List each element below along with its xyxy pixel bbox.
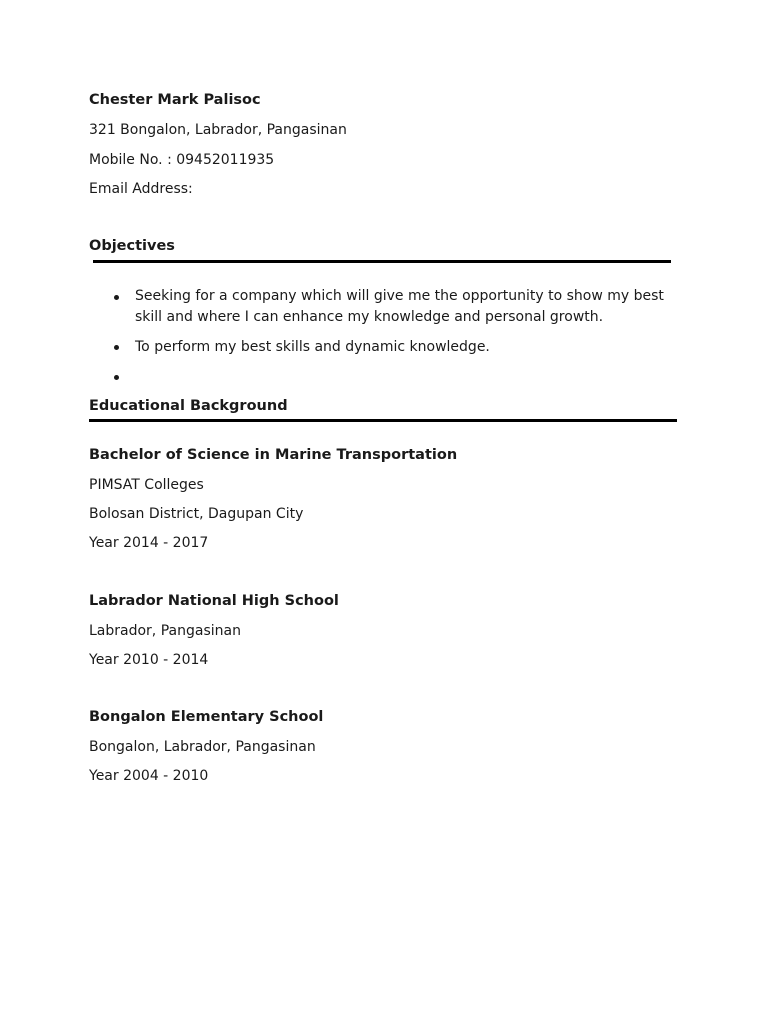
highschool-location: Labrador, Pangasinan <box>89 623 241 639</box>
college-degree: Bachelor of Science in Marine Transportation <box>89 447 458 463</box>
college-name: PIMSAT Colleges <box>89 477 204 493</box>
email-line: Email Address: <box>89 181 193 197</box>
college-years: Year 2014 - 2017 <box>89 535 209 551</box>
objective-item-2: To perform my best skills and dynamic knowledge. <box>135 339 490 355</box>
applicant-name: Chester Mark Palisoc <box>89 92 261 108</box>
education-divider <box>89 419 677 422</box>
mobile-line: Mobile No. : 09452011935 <box>89 152 275 168</box>
elementary-location: Bongalon, Labrador, Pangasinan <box>89 739 316 755</box>
college-location: Bolosan District, Dagupan City <box>89 506 304 522</box>
elementary-name: Bongalon Elementary School <box>89 709 324 725</box>
objectives-heading: Objectives <box>89 238 175 254</box>
bullet-icon <box>114 345 119 350</box>
address-line: 321 Bongalon, Labrador, Pangasinan <box>89 122 347 138</box>
highschool-name: Labrador National High School <box>89 593 339 609</box>
elementary-years: Year 2004 - 2010 <box>89 768 209 784</box>
education-heading: Educational Background <box>89 398 288 414</box>
objective-item-1: Seeking for a company which will give me the opportunity to show my best skill and where I can enhance my knowledge and personal growth. <box>135 288 664 325</box>
objectives-divider <box>93 260 671 263</box>
highschool-years: Year 2010 - 2014 <box>89 652 209 668</box>
bullet-icon <box>114 295 119 300</box>
bullet-icon <box>114 375 119 380</box>
